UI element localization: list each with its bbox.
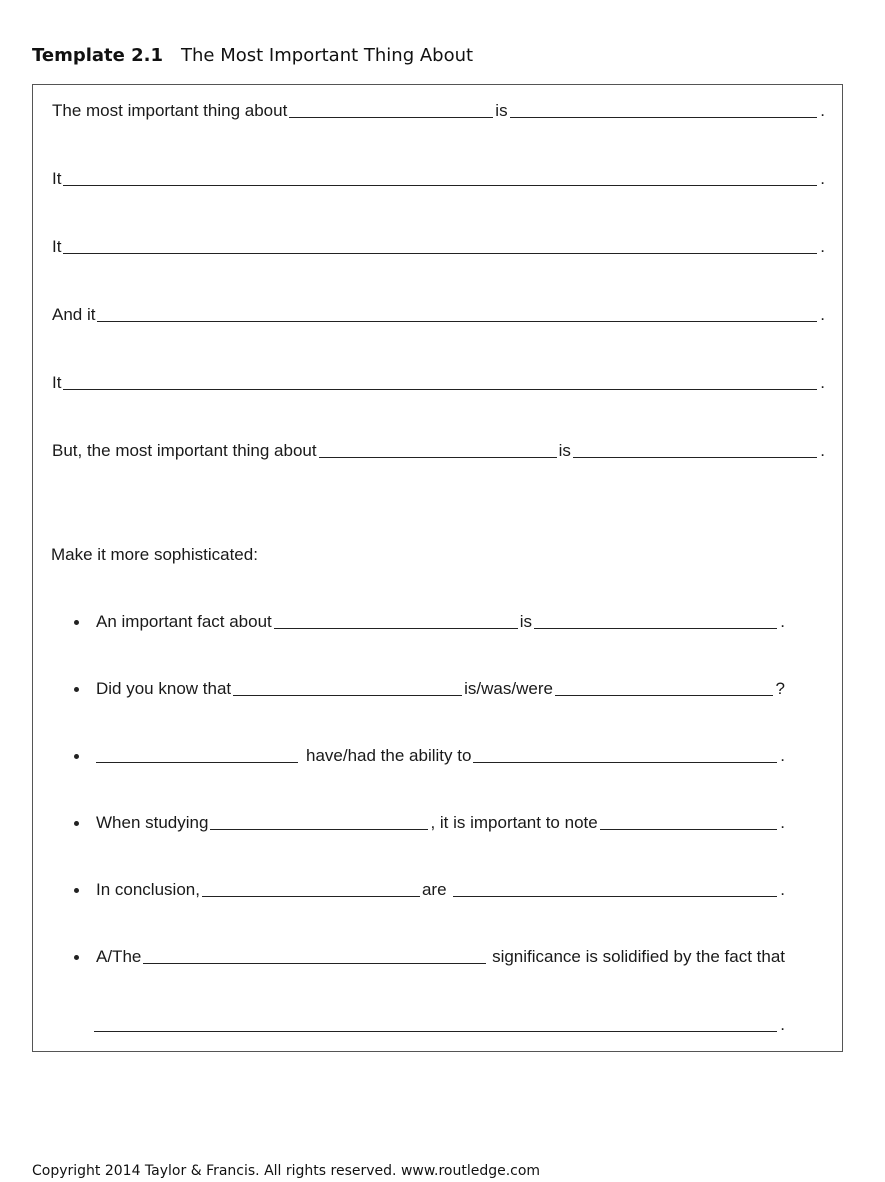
sentence-row-1 bbox=[52, 101, 825, 121]
bullet-1-blank-1[interactable] bbox=[274, 627, 518, 629]
bullet-3-dot bbox=[74, 754, 79, 759]
row-2-blank[interactable] bbox=[63, 184, 817, 186]
row-1-text-2: is bbox=[495, 101, 508, 120]
bullet-1-text: An important fact about bbox=[96, 612, 272, 631]
bullet-row-4 bbox=[96, 813, 785, 833]
bullet-2-blank-1[interactable] bbox=[233, 694, 462, 696]
bullet-row-1 bbox=[96, 612, 785, 632]
bullet-2-text-2: is/was/were bbox=[464, 679, 553, 698]
row-4-text: And it bbox=[52, 305, 96, 324]
bullet-3-text-2: have/had the ability to bbox=[306, 746, 472, 765]
bullet-6-dot bbox=[74, 955, 79, 960]
bullet-4-text-2: , it is important to note bbox=[430, 813, 598, 832]
sentence-row-5 bbox=[52, 373, 825, 393]
row-5-end: . bbox=[820, 373, 825, 392]
bullet-4-dot bbox=[74, 821, 79, 826]
bullet-row-6-continuation bbox=[94, 1015, 785, 1035]
row-3-end: . bbox=[820, 237, 825, 256]
bullet-6-end: . bbox=[780, 1015, 785, 1034]
bullet-2-blank-2[interactable] bbox=[555, 694, 773, 696]
bullet-4-blank-1[interactable] bbox=[210, 828, 428, 830]
bullet-3-blank-2[interactable] bbox=[473, 761, 777, 763]
sentence-row-6 bbox=[52, 441, 825, 461]
row-3-text: It bbox=[52, 237, 62, 256]
bullet-6-text: A/The bbox=[96, 947, 142, 966]
row-1-text: The most important thing about bbox=[52, 101, 288, 120]
row-6-text: But, the most important thing about bbox=[52, 441, 317, 460]
bullet-3-blank-1[interactable] bbox=[96, 761, 298, 763]
bullet-5-blank-2[interactable] bbox=[453, 895, 778, 897]
bullet-5-blank-1[interactable] bbox=[202, 895, 420, 897]
bullet-2-dot bbox=[74, 687, 79, 692]
bullet-row-2 bbox=[96, 679, 785, 699]
row-3-blank[interactable] bbox=[63, 252, 817, 254]
sentence-row-2 bbox=[52, 169, 825, 189]
sophisticated-heading-row bbox=[51, 545, 258, 565]
bullet-1-dot bbox=[74, 620, 79, 625]
row-4-blank[interactable] bbox=[97, 320, 817, 322]
row-2-end: . bbox=[820, 169, 825, 188]
bullet-5-text-2: are bbox=[421, 880, 447, 899]
row-6-text-2: is bbox=[558, 441, 571, 460]
row-2-text: It bbox=[52, 169, 62, 188]
row-6-blank-1[interactable] bbox=[319, 456, 557, 458]
template-label: Template 2.1 bbox=[32, 45, 164, 66]
bullet-5-dot bbox=[74, 888, 79, 893]
sentence-row-3 bbox=[52, 237, 825, 257]
row-5-text: It bbox=[52, 373, 62, 392]
bullet-5-text: In conclusion, bbox=[96, 880, 200, 899]
template-title: The Most Important Thing About bbox=[181, 45, 474, 66]
copyright-footer: Copyright 2014 Taylor & Francis. All rights reserved. www.routledge.com bbox=[32, 1163, 541, 1179]
bullet-1-text-2: is bbox=[519, 612, 533, 631]
row-5-blank[interactable] bbox=[63, 388, 817, 390]
bullet-4-blank-2[interactable] bbox=[600, 828, 778, 830]
sophisticated-heading: Make it more sophisticated: bbox=[51, 545, 258, 564]
row-1-blank-1[interactable] bbox=[289, 116, 493, 118]
bullet-2-end: ? bbox=[775, 679, 785, 698]
bullet-2-text: Did you know that bbox=[96, 679, 232, 698]
bullet-1-blank-2[interactable] bbox=[534, 627, 777, 629]
row-4-end: . bbox=[820, 305, 825, 324]
bullet-3-end: . bbox=[780, 746, 785, 765]
row-6-end: . bbox=[820, 441, 825, 460]
bullet-row-6 bbox=[96, 947, 785, 967]
bullet-6-text-2: significance is solidified by the fact that bbox=[492, 947, 785, 966]
bullet-1-end: . bbox=[780, 612, 785, 631]
worksheet-frame bbox=[32, 84, 843, 1052]
row-1-blank-2[interactable] bbox=[510, 116, 818, 118]
bullet-5-end: . bbox=[780, 880, 785, 899]
bullet-row-3 bbox=[96, 746, 785, 766]
row-6-blank-2[interactable] bbox=[573, 456, 817, 458]
bullet-4-end: . bbox=[780, 813, 785, 832]
bullet-row-5 bbox=[96, 880, 785, 900]
template-header bbox=[32, 45, 473, 66]
sentence-row-4 bbox=[52, 305, 825, 325]
bullet-6-blank-2[interactable] bbox=[94, 1030, 777, 1032]
bullet-6-blank-1[interactable] bbox=[143, 962, 486, 964]
bullet-4-text: When studying bbox=[96, 813, 209, 832]
row-1-end: . bbox=[820, 101, 825, 120]
